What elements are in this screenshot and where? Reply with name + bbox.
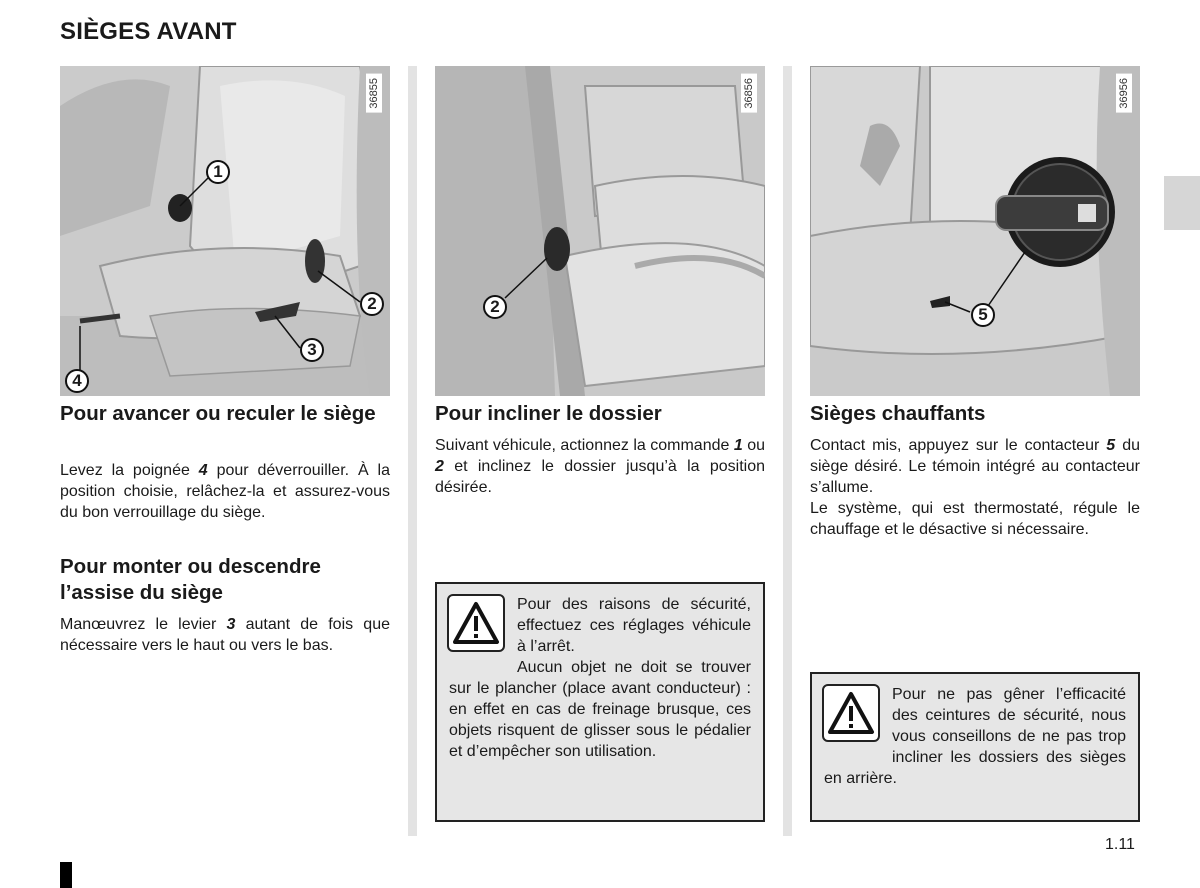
section-heading: Pour monter ou descendre l’assise du siège	[60, 555, 321, 604]
warning-text: Aucun objet ne doit se trouver sur le plancher (place avant conducteur) : en effet en cas de freinage brusque, ces objets risquent de glisser sous le pédalier et d’empêcher son utilisation.	[449, 659, 751, 760]
figure-code: 36855	[366, 74, 382, 113]
side-tab	[1164, 176, 1200, 230]
corner-mark	[60, 862, 72, 888]
warning-icon	[447, 594, 505, 652]
body-text: Le système, qui est thermostaté, régule le chauffage et le désactive si nécessaire.	[810, 500, 1140, 538]
figure-code: 36956	[1116, 74, 1132, 113]
body-text: Manœuvrez le levier 3 autant de fois que nécessaire vers le haut ou vers le bas.	[60, 616, 391, 654]
figure-seat-recline	[435, 66, 765, 396]
figure-heated-seat	[810, 66, 1140, 396]
callout-2: 2	[360, 292, 384, 316]
warning-text: Pour ne pas gêner l’efficacité des ceintures de sécurité, nous vous conseillons de ne pas trop incliner les dossiers des sièges en arrière.	[824, 686, 1126, 787]
body-text: Levez la poignée 4 pour déverrouiller. À la position choisie, relâchez-la et assurez-vous du bon verrouillage du siège.	[60, 462, 391, 521]
callout-2: 2	[483, 295, 507, 319]
figure-code: 36856	[741, 74, 757, 113]
section-heading: Sièges chauffants	[810, 402, 986, 425]
figure-seat-slide	[60, 66, 390, 396]
warning-box	[435, 582, 765, 822]
column-divider	[408, 66, 417, 836]
warning-box	[810, 672, 1140, 822]
body-text: Contact mis, appuyez sur le contacteur 5 du siège désiré. Le témoin intégré au contacteur s’allume.	[810, 437, 1140, 496]
page-number: 1.11	[1105, 836, 1135, 853]
section-heading: Pour incliner le dossier	[435, 402, 662, 425]
body-text: Suivant véhicule, actionnez la commande 1 ou 2 et inclinez le dossier jusqu’à la position désirée.	[435, 437, 765, 496]
warning-text: Pour des raisons de sécurité, effectuez ces réglages véhicule à l’arrêt.	[517, 596, 751, 655]
callout-4: 4	[65, 369, 89, 393]
page-title: SIÈGES AVANT	[60, 18, 237, 45]
callout-3: 3	[300, 338, 324, 362]
callout-1: 1	[206, 160, 230, 184]
column-divider	[783, 66, 792, 836]
callout-5: 5	[971, 303, 995, 327]
section-heading: Pour avancer ou reculer le siège	[60, 402, 376, 425]
